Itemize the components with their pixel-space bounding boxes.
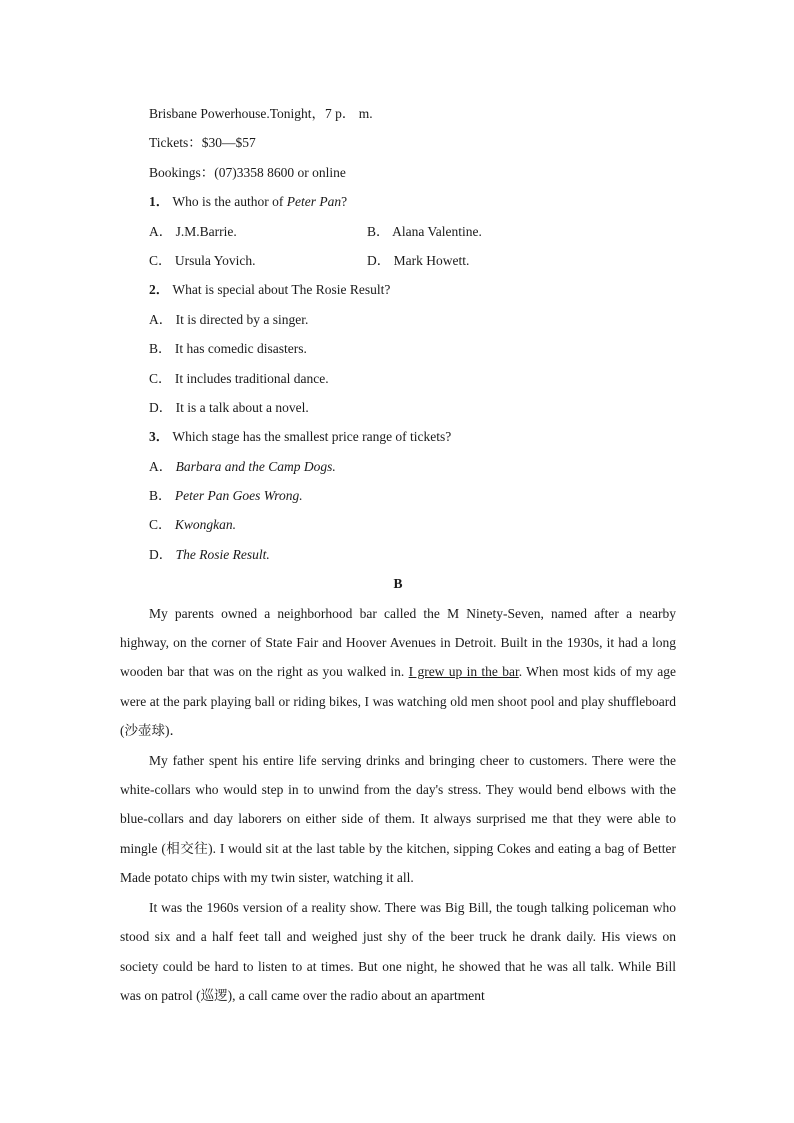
option-letter: D．: [367, 252, 391, 268]
option-c: [120, 510, 676, 539]
underlined-phrase: I grew up in the bar: [408, 664, 519, 680]
option-text: Kwongkan.: [174, 517, 237, 533]
option-text: J.M.Barrie.: [175, 223, 237, 239]
event-tickets: Tickets：$30—$57: [149, 135, 256, 151]
option-b: [120, 481, 676, 510]
section-heading: B: [393, 576, 403, 592]
option-b: [367, 217, 482, 246]
question-number: 2．: [149, 282, 170, 298]
option-a: [149, 224, 237, 239]
option-a: [120, 305, 676, 334]
option-text: The Rosie Result.: [175, 546, 270, 562]
option-letter: A．: [149, 223, 173, 239]
question-italic: Peter Pan: [286, 194, 342, 210]
option-text: Peter Pan Goes Wrong.: [174, 488, 303, 504]
option-b: [120, 334, 676, 363]
event-venue: Brisbane Powerhouse.Tonight，7 p． m.: [149, 106, 373, 121]
question-1-options-cd: [120, 246, 676, 275]
option-d: [120, 393, 676, 422]
option-text: It includes traditional dance.: [174, 370, 329, 386]
document-page: [120, 99, 676, 1010]
question-text: Who is the author of: [172, 194, 287, 210]
option-c: [120, 364, 676, 393]
passage: [120, 599, 676, 1011]
paragraph-3: It was the 1960s version of a reality show. There was Big Bill, the tough talking policeman who stood six and a half feet tall and weighed just shy of the beer truck he drank daily. His views on society could be hard to listen to at times. But one night, he showed that he was all talk. While Bill was on patrol (巡逻), a call came over the radio about an apartment: [120, 899, 676, 1003]
option-a: [120, 452, 676, 481]
option-text: Mark Howett.: [393, 252, 470, 268]
paragraph-1: [120, 599, 676, 746]
option-text: Alana Valentine.: [392, 223, 482, 239]
question-text: Which stage has the smallest price range of tickets?: [172, 429, 452, 445]
event-bookings: Bookings：(07)3358 8600 or online: [149, 164, 346, 180]
question-1: [120, 187, 676, 216]
question-2: [120, 275, 676, 304]
paragraph-text: My parents owned a neighborhood bar called the M Ninety-Seven, named after a nearby highway, on the corner of State Fair and Hoover Avenues in Detroit. Built in the 1930s, it had a long wooden bar that was on the right as you walked in.: [120, 605, 676, 680]
option-letter: D．: [149, 546, 173, 562]
option-letter: C．: [149, 252, 172, 268]
option-text: Ursula Yovich.: [174, 252, 256, 268]
question-1-options-ab: [120, 217, 676, 246]
option-text: Barbara and the Camp Dogs.: [175, 458, 336, 474]
question-number: 3．: [149, 429, 170, 445]
question-text: What is special about The Rosie Result?: [172, 282, 391, 298]
option-letter: C．: [149, 370, 172, 386]
option-letter: A．: [149, 458, 173, 474]
option-letter: C．: [149, 517, 172, 533]
question-number: 1．: [149, 194, 170, 210]
paragraph-2: My father spent his entire life serving drinks and bringing cheer to customers. There were the white-collars who would step in to unwind from the day's stress. They would bend elbows with the blue-collars and day laborers on either side of them. It always surprised me that they were able to mingle (相交往). I would sit at the last table by the kitchen, sipping Cokes and eating a bag of Better Made potato chips with my twin sister, watching it all.: [120, 752, 676, 886]
option-letter: B．: [149, 488, 172, 504]
question-text-end: ?: [341, 194, 348, 210]
option-text: It has comedic disasters.: [174, 341, 307, 357]
option-text: It is a talk about a novel.: [175, 399, 309, 415]
paragraph-text: . When most kids of my age were at the park playing ball or riding bikes, I was watching old men shoot pool and play shuffleboard (沙壶球)．: [120, 664, 677, 739]
option-d: [120, 540, 676, 569]
option-letter: B．: [367, 223, 390, 239]
option-letter: A．: [149, 311, 173, 327]
option-d: [367, 246, 469, 275]
option-c: [149, 253, 256, 268]
question-3: [120, 422, 676, 451]
option-text: It is directed by a singer.: [175, 311, 309, 327]
option-letter: B．: [149, 341, 172, 357]
option-letter: D．: [149, 399, 173, 415]
